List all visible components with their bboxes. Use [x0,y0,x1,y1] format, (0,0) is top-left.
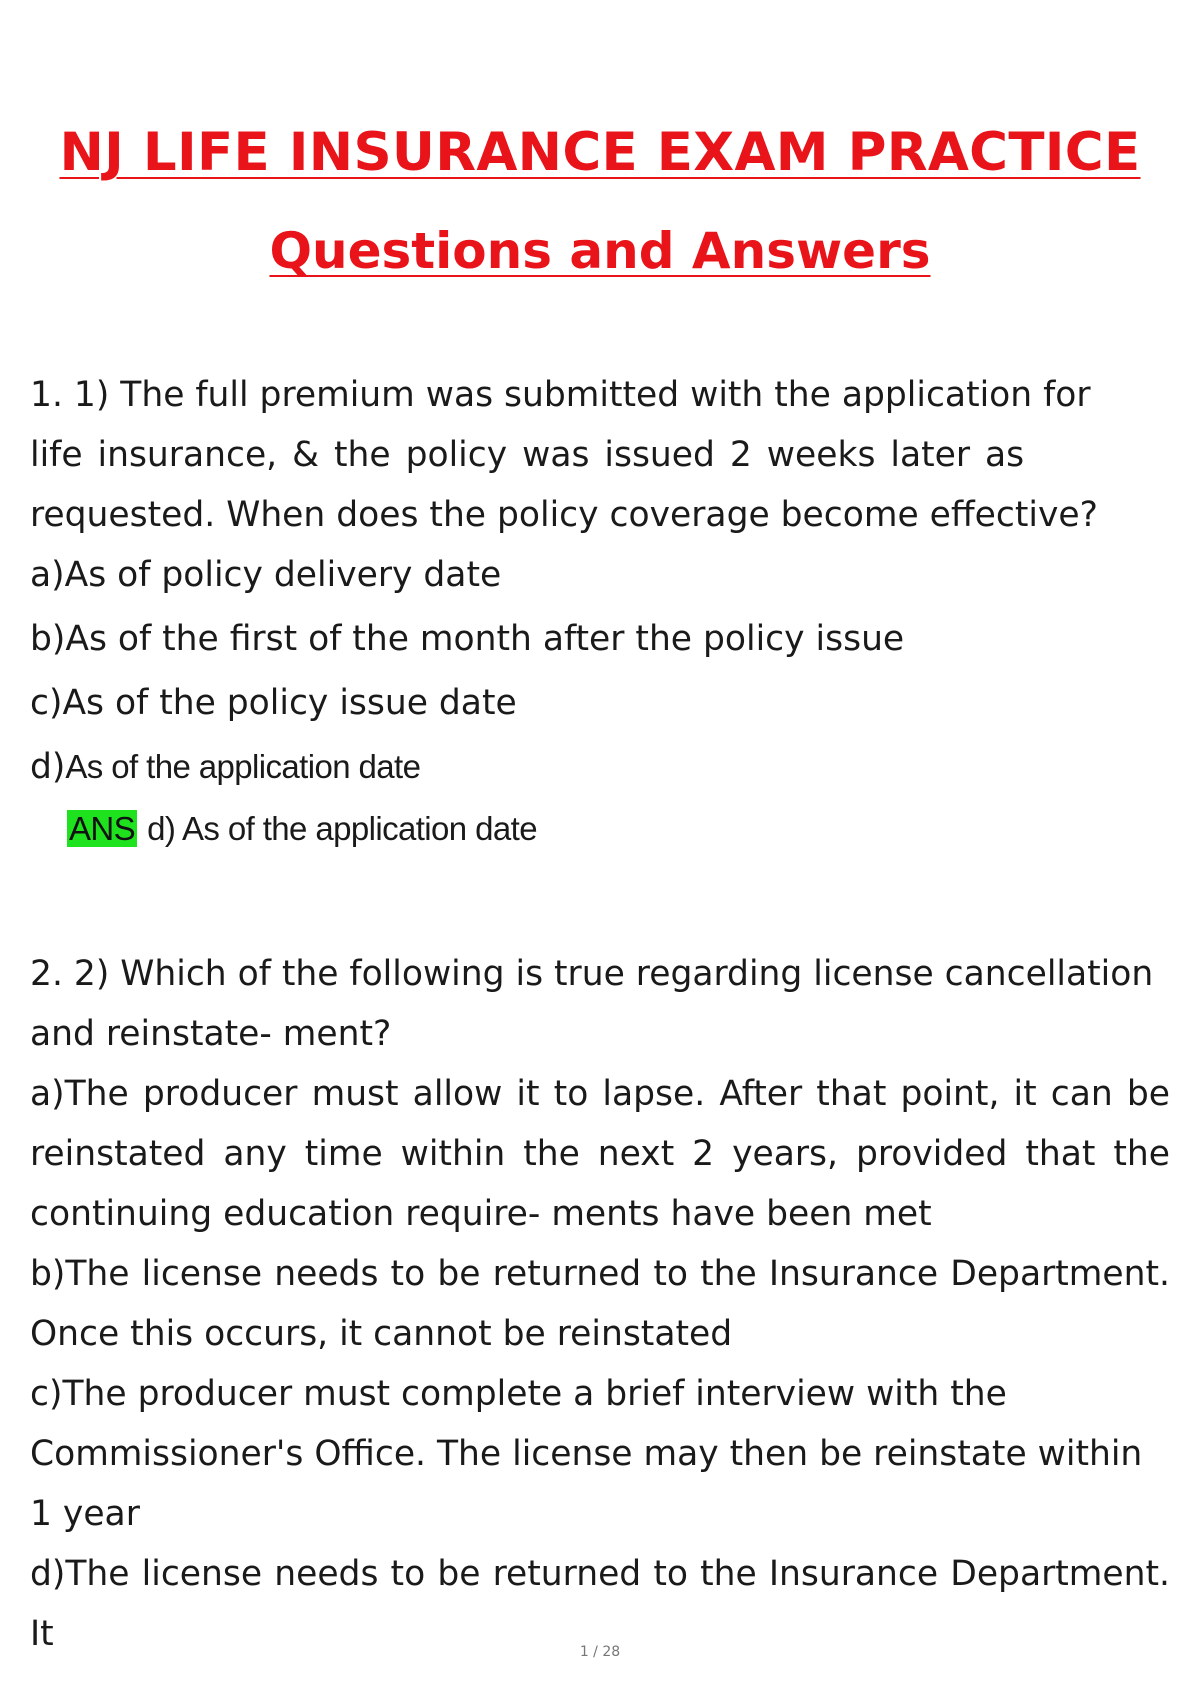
question-1-option-c [30,673,1170,733]
option-letter: a) [30,555,65,595]
question-2 [30,944,1170,1664]
option-letter: d) [30,747,66,787]
answer-text: d) As of the application date [147,810,537,847]
option-text: As of the application date [65,748,421,785]
option-text: The license needs to be returned to the Insurance Department. It [30,1554,1170,1654]
question-2-option-c-line: Commissioner's Office. The license may then be reinstate within [30,1434,1143,1474]
question-1-option-b [30,609,1170,669]
option-text: As of policy delivery date [64,555,502,595]
option-letter: c) [30,683,63,723]
document-subtitle: Questions and Answers [269,222,931,280]
question-2-option-c [30,1364,1170,1424]
option-text: The producer must allow it to lapse. After that point, it can be [64,1074,1170,1114]
option-letter: c) [30,1374,63,1414]
answer-highlight-badge: ANS [69,810,136,847]
question-1-option-d [30,737,1170,797]
question-1-line: 1. 1) The full premium was submitted with the application for [30,375,1091,415]
question-2-option-c-line: 1 year [30,1494,140,1534]
option-text: As of the first of the month after the policy issue [65,619,905,659]
option-letter: a) [30,1074,65,1114]
option-letter: b) [30,1254,66,1294]
option-letter: d) [30,1554,66,1594]
option-text: The license needs to be returned to the Insurance Department. [65,1254,1170,1294]
question-2-option-a [30,1064,1170,1124]
question-1-option-a [30,545,1170,605]
option-letter: b) [30,619,66,659]
question-2-option-a-line: reinstated any time within the next 2 years, provided that the [30,1134,1170,1174]
question-2-option-b-line: Once this occurs, it cannot be reinstated [30,1314,733,1354]
question-2-line: and reinstate- ment? [30,1014,392,1054]
document-title: NJ LIFE INSURANCE EXAM PRACTICE [59,122,1141,183]
question-1 [30,365,1170,859]
page-number: 1 / 28 [579,1644,621,1660]
question-1-line: life insurance, & the policy was issued 2 weeks later as [30,435,1025,475]
option-text: The producer must complete a brief interview with the [62,1374,1007,1414]
option-text: As of the policy issue date [62,683,517,723]
question-1-line: requested. When does the policy coverage become effective? [30,495,1098,535]
question-2-option-a-line: continuing education require- ments have been met [30,1194,932,1234]
question-2-line: 2. 2) Which of the following is true regarding license cancellation [30,954,1154,994]
question-2-option-b [30,1244,1170,1304]
question-1-answer [30,799,1170,859]
